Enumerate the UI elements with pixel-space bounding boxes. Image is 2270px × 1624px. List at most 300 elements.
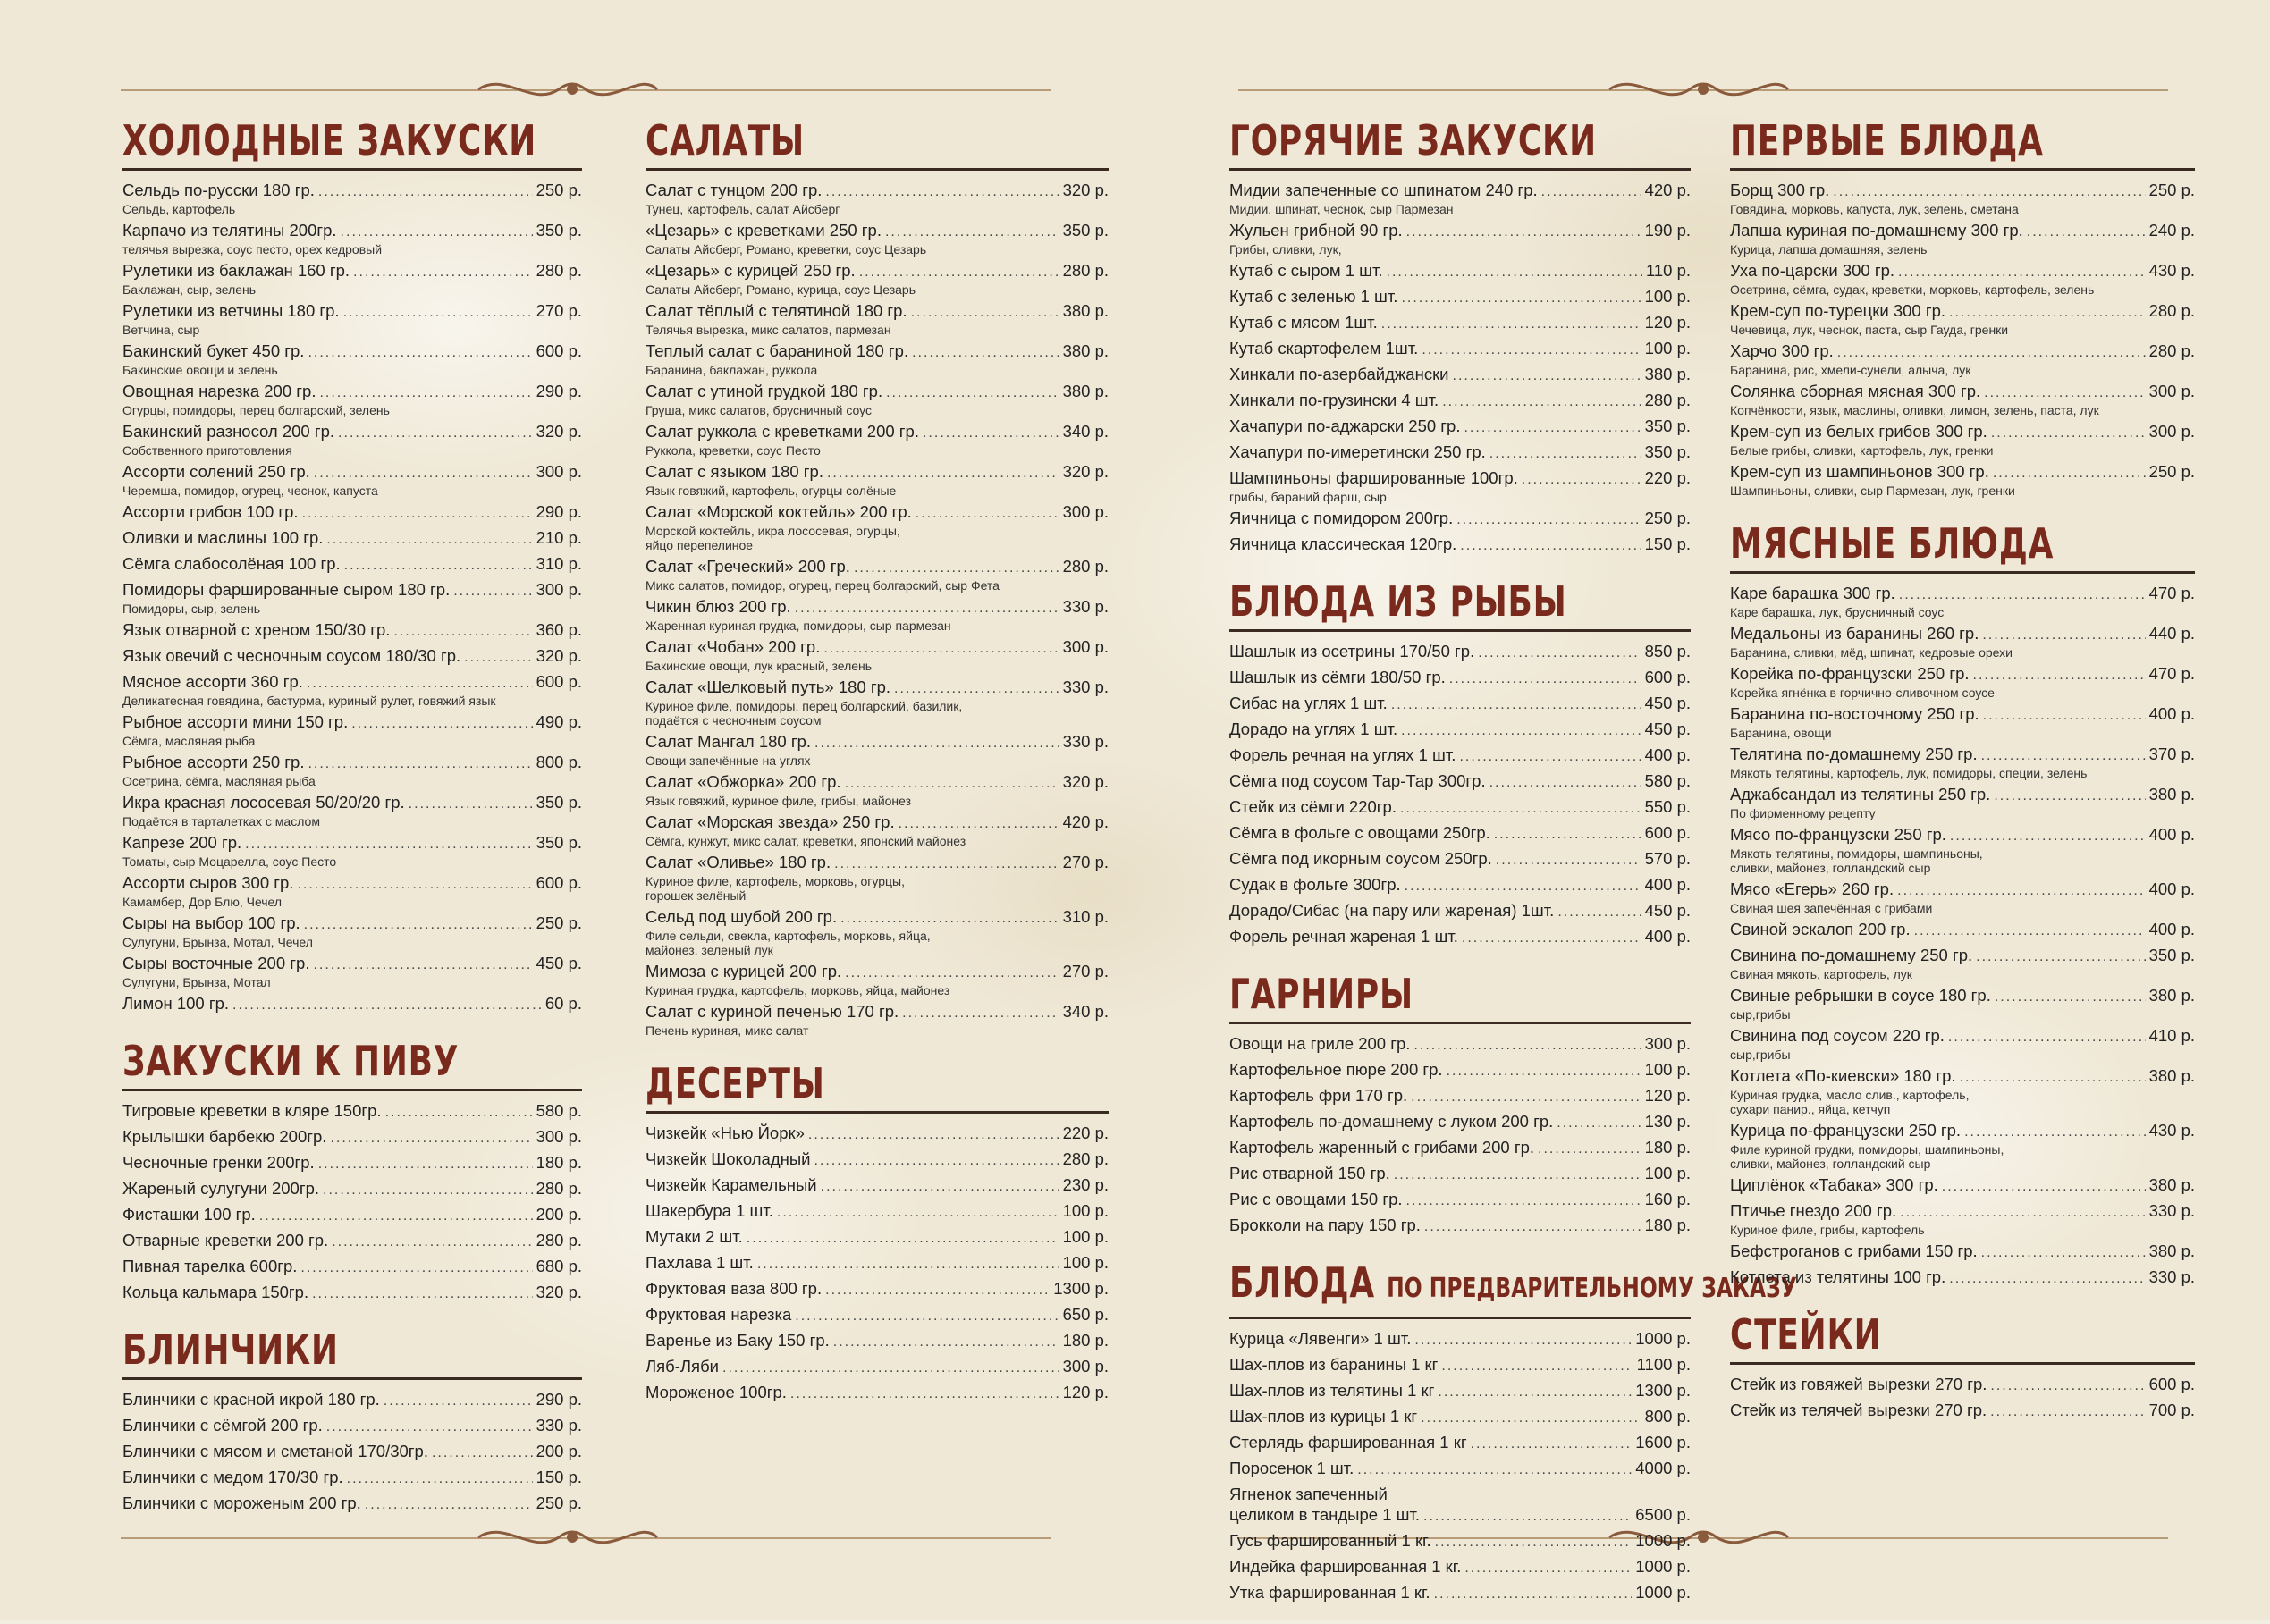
menu-item-row [1229, 1059, 1691, 1081]
menu-item-description: Тунец, картофель, салат Айсберг [646, 202, 840, 216]
menu-item-name: Стейк из говяжей вырезки 270 гр. [1730, 1375, 1987, 1393]
menu-item [1229, 220, 1691, 257]
menu-item-price: 600 р. [536, 873, 582, 892]
menu-item-description: Филе куриной грудки, помидоры, шампиньоны, сливки, майонез, голландский сыр [1730, 1142, 2004, 1171]
menu-item-row [1229, 641, 1691, 663]
dot-leader [1982, 625, 2145, 645]
dot-leader [1424, 1216, 1641, 1237]
menu-item-price: 380 р. [2148, 785, 2195, 804]
menu-item [1229, 745, 1691, 767]
menu-item-name: Сёмга под икорным соусом 250гр. [1229, 849, 1492, 868]
menu-item-row [646, 501, 1109, 524]
menu-item-description: Томаты, сыр Моцарелла, соус Песто [122, 854, 337, 869]
dot-leader [899, 813, 1059, 834]
menu-item-price: 120 р. [1644, 313, 1691, 332]
dot-leader [1422, 340, 1641, 360]
dot-leader [894, 678, 1059, 699]
dot-leader [795, 1306, 1059, 1326]
menu-item [1229, 1137, 1691, 1159]
menu-item-price: 800 р. [536, 753, 582, 771]
menu-item-name: Шах-плов из курицы 1 кг [1229, 1407, 1418, 1426]
menu-item [1730, 260, 2195, 297]
menu-item-row [1730, 1174, 2195, 1197]
dot-leader [1423, 1506, 1632, 1527]
section-title-text: СТЕЙКИ [1730, 1310, 1882, 1359]
menu-item-price: 400 р. [1644, 927, 1691, 946]
menu-item-description: Куриная грудка, масло слив., картофель, сухари панир., яйца, кетчуп [1730, 1088, 1970, 1116]
menu-item-price: 120 р. [1644, 1086, 1691, 1105]
menu-item-description: Жаренная куриная грудка, помидоры, сыр пармезан [646, 618, 951, 633]
menu-item-row [1229, 667, 1691, 689]
menu-item-description: Чечевица, лук, чеснок, паста, сыр Гауда, гренки [1730, 323, 2009, 337]
menu-item-name: Фисташки 100 гр. [122, 1205, 256, 1224]
menu-item-row [1229, 1556, 1691, 1578]
menu-item-name: Картофель фри 170 гр. [1229, 1086, 1408, 1105]
menu-item-price: 320 р. [536, 646, 582, 665]
menu-item-price: 120 р. [1062, 1383, 1109, 1401]
menu-item-name: Мимоза с курицей 200 гр. [646, 962, 842, 980]
menu-item [122, 1282, 582, 1304]
menu-item-name: Курица «Лявенги» 1 шт. [1229, 1329, 1412, 1348]
menu-item-row [1730, 381, 2195, 403]
menu-item [646, 906, 1109, 957]
menu-item-price: 180 р. [536, 1153, 582, 1172]
menu-item [122, 553, 582, 576]
menu-item-name: Кутаб скартофелем 1шт. [1229, 339, 1419, 358]
menu-item [1730, 703, 2195, 740]
menu-item [1730, 1174, 2195, 1197]
menu-item-name: Рис отварной 150 гр. [1229, 1164, 1390, 1182]
menu-item-price: 160 р. [1644, 1190, 1691, 1208]
menu-item-price: 300 р. [536, 1127, 582, 1146]
menu-item-name: Салат «Чобан» 200 гр. [646, 637, 821, 656]
menu-item [646, 421, 1109, 458]
menu-item-price: 380 р. [2148, 1066, 2195, 1085]
dot-leader [330, 1128, 532, 1149]
menu-item-price: 400 р. [2148, 920, 2195, 938]
menu-item [1229, 260, 1691, 282]
menu-item-price: 220 р. [1062, 1123, 1109, 1142]
menu-item-name: Стерлядь фаршированная 1 кг [1229, 1433, 1467, 1452]
menu-item-price: 280 р. [2148, 341, 2195, 360]
menu-item-description: Сулугуни, Брынза, Мотал, Чечел [122, 935, 313, 949]
menu-item-name: Форель речная жареная 1 шт. [1229, 927, 1458, 946]
menu-item-row [122, 832, 582, 854]
menu-item-row [646, 1123, 1109, 1145]
dot-leader [1401, 288, 1641, 308]
menu-item [1229, 467, 1691, 504]
menu-item-row [1730, 703, 2195, 726]
menu-item-row [1730, 260, 2195, 282]
menu-item-price: 650 р. [1062, 1305, 1109, 1324]
dot-leader [432, 1443, 533, 1463]
menu-item-row [1229, 1033, 1691, 1056]
menu-item-description: Подаётся в тарталетках с маслом [122, 814, 320, 829]
menu-item-row [1229, 1163, 1691, 1185]
dot-leader [1434, 1584, 1633, 1604]
menu-item [122, 1493, 582, 1515]
menu-item-name: Чизкейк Карамельный [646, 1175, 817, 1194]
dot-leader [885, 222, 1059, 242]
dot-leader [1441, 1356, 1633, 1376]
menu-item-row [646, 381, 1109, 403]
menu-item-row [122, 752, 582, 774]
dot-leader [326, 1417, 533, 1437]
menu-item-name: Жареный сулугуни 200гр. [122, 1179, 320, 1198]
menu-item [1229, 1556, 1691, 1578]
menu-item [1229, 1582, 1691, 1604]
section-rule [122, 1377, 582, 1380]
menu-item-name: Карпачо из телятины 200гр. [122, 221, 337, 240]
menu-item-description: Куриное филе, картофель, морковь, огурцы, горошек зелёный [646, 874, 905, 903]
menu-item-description: Собственного приготовления [122, 443, 292, 458]
menu-item-price: 300 р. [536, 462, 582, 481]
section-rule [122, 168, 582, 171]
menu-item-description: Баранина, баклажан, руккола [646, 363, 818, 377]
dot-leader [1949, 1268, 2145, 1289]
menu-item-name: Блинчики с красной икрой 180 гр. [122, 1390, 380, 1409]
menu-item-price: 230 р. [1062, 1175, 1109, 1194]
menu-item-name: Салат «Морская звезда» 250 гр. [646, 812, 895, 831]
menu-item-row [122, 619, 582, 642]
dot-leader [1981, 1242, 2146, 1263]
dot-leader [1900, 1202, 2145, 1223]
menu-item-row [1730, 1400, 2195, 1422]
menu-item-name: Салат с утиной грудкой 180 гр. [646, 382, 883, 400]
menu-item [122, 1256, 582, 1278]
menu-item-name: Солянка сборная мясная 300 гр. [1730, 382, 1981, 400]
dot-leader [343, 302, 533, 323]
menu-item-price: 450 р. [536, 954, 582, 972]
menu-column-2 [646, 114, 1109, 1424]
menu-item-price: 320 р. [1062, 462, 1109, 481]
menu-item-price: 400 р. [2148, 825, 2195, 844]
section-rule [1730, 168, 2195, 171]
menu-item-row [646, 180, 1109, 202]
menu-item [1730, 919, 2195, 941]
menu-item [1229, 180, 1691, 216]
menu-item-name: Сибас на углях 1 шт. [1229, 694, 1388, 712]
section-title [1229, 1257, 1797, 1315]
menu-item-price: 330 р. [1062, 677, 1109, 696]
menu-item-row [122, 300, 582, 323]
menu-item-name: Кутаб с мясом 1шт. [1229, 313, 1378, 332]
dot-leader [1983, 705, 2146, 726]
menu-section [1730, 1308, 2195, 1422]
menu-item-price: 440 р. [2148, 624, 2195, 643]
dot-leader [1995, 987, 2146, 1007]
menu-item-description: Сёмга, масляная рыба [122, 734, 256, 748]
dot-leader [814, 1150, 1059, 1171]
section-title [1730, 517, 2093, 569]
menu-item-description: Мякоть телятины, картофель, лук, помидоры, специи, зелень [1730, 766, 2088, 780]
menu-item-row [1229, 260, 1691, 282]
menu-item-description: телячья вырезка, соус песто, орех кедровый [122, 242, 383, 257]
menu-item-row [1229, 508, 1691, 530]
menu-item-row [1229, 390, 1691, 412]
menu-item-row [646, 906, 1109, 929]
menu-item-row [122, 1126, 582, 1149]
menu-item-description: Говядина, морковь, капуста, лук, зелень, сметана [1730, 202, 2019, 216]
menu-item-price: 380 р. [1062, 382, 1109, 400]
menu-item-name: Баранина по-восточному 250 гр. [1730, 704, 1979, 723]
menu-item-description: Груша, микс салатов, брусничный соус [646, 403, 872, 417]
dot-leader [1833, 181, 2145, 202]
menu-item-price: 1300 р. [1635, 1381, 1691, 1400]
menu-item-price: 320 р. [536, 1283, 582, 1301]
menu-item-row [122, 381, 582, 403]
dot-leader [347, 1468, 533, 1489]
menu-item-name: Сельдь по-русски 180 гр. [122, 181, 315, 199]
menu-item-row [1229, 1530, 1691, 1552]
menu-item-row [1730, 1120, 2195, 1142]
menu-item [646, 1200, 1109, 1223]
menu-item-name: Оливки и маслины 100 гр. [122, 528, 324, 547]
menu-item-row [1229, 1582, 1691, 1604]
dot-leader [1391, 694, 1641, 715]
section-title [1730, 1308, 2093, 1360]
menu-item-description: Корейка ягнёнка в горчично-сливочном соусе [1730, 686, 1995, 700]
menu-item [1229, 1059, 1691, 1081]
menu-item-price: 1000 р. [1635, 1531, 1691, 1550]
dot-leader [825, 181, 1059, 202]
menu-item-description: По фирменному рецепту [1730, 806, 1876, 820]
menu-item-name: Свиные ребрышки в соусе 180 гр. [1730, 986, 1991, 1005]
dot-leader [1960, 1067, 2146, 1088]
menu-item-name: Хачапури по-имеретински 250 гр. [1229, 442, 1486, 461]
menu-item-name: Свинина по-домашнему 250 гр. [1730, 946, 1973, 964]
menu-item-price: 600 р. [2148, 1375, 2195, 1393]
menu-item-name: Варенье из Баку 150 гр. [646, 1331, 830, 1350]
menu-item-name: Салат с куриной печенью 170 гр. [646, 1002, 899, 1021]
menu-item-row [1730, 1025, 2195, 1048]
menu-item [122, 1389, 582, 1411]
menu-item-name: Икра красная лососевая 50/20/20 гр. [122, 793, 405, 812]
menu-item [1229, 1354, 1691, 1376]
menu-item-row [646, 1174, 1109, 1197]
menu-item-price: 380 р. [1062, 341, 1109, 360]
section-title-text: ГОРЯЧИЕ ЗАКУСКИ [1229, 116, 1597, 164]
menu-item-row [122, 501, 582, 524]
menu-section [1730, 517, 2195, 1289]
menu-item-row [122, 1415, 582, 1437]
menu-item-price: 1000 р. [1635, 1583, 1691, 1602]
menu-item-name: Капрезе 200 гр. [122, 833, 242, 852]
dot-leader [1405, 876, 1641, 896]
menu-item-name: Хинкали по-грузински 4 шт. [1229, 391, 1439, 409]
menu-item-row [1229, 1458, 1691, 1480]
menu-item-name: Салат Мангал 180 гр. [646, 732, 812, 751]
menu-item-price: 250 р. [536, 1494, 582, 1512]
menu-item-row [122, 792, 582, 814]
menu-item-name: Шашлык из сёмги 180/50 гр. [1229, 668, 1446, 686]
menu-item-price: 320 р. [1062, 181, 1109, 199]
menu-item-name: Отварные креветки 200 гр. [122, 1231, 329, 1250]
menu-item-row [122, 579, 582, 602]
menu-item-row [1730, 985, 2195, 1007]
menu-item-price: 310 р. [536, 554, 582, 573]
menu-item-row [1229, 467, 1691, 490]
dot-leader [886, 383, 1059, 403]
menu-item [1229, 848, 1691, 871]
dot-leader [833, 1332, 1059, 1352]
menu-item [646, 1149, 1109, 1171]
menu-item-description: Помидоры, сыр, зелень [122, 602, 261, 616]
section-rule [1730, 1362, 2195, 1365]
menu-item-row [1730, 744, 2195, 766]
menu-item-price: 320 р. [536, 422, 582, 441]
menu-item-price: 400 р. [1644, 745, 1691, 764]
menu-item-name: Салат «Греческий» 200 гр. [646, 557, 850, 576]
menu-item [1229, 1432, 1691, 1454]
menu-item-name: Бефстроганов с грибами 150 гр. [1730, 1241, 1978, 1260]
dot-leader [344, 555, 533, 576]
menu-item-name: Поросенок 1 шт. [1229, 1459, 1354, 1477]
dot-leader [1464, 1558, 1632, 1578]
menu-item-row [646, 1382, 1109, 1404]
dot-leader [245, 834, 532, 854]
menu-item-name: Рулетики из ветчины 180 гр. [122, 301, 340, 320]
dot-leader [319, 383, 532, 403]
menu-item-row [646, 771, 1109, 794]
dot-leader [821, 1176, 1059, 1197]
menu-item-row [1730, 461, 2195, 484]
dot-leader [911, 302, 1059, 323]
dot-leader [308, 753, 532, 774]
menu-item [122, 872, 582, 909]
menu-item-name: Курица по-французски 250 гр. [1730, 1121, 1962, 1140]
menu-item-price: 220 р. [1644, 468, 1691, 487]
menu-item-row [1229, 534, 1691, 556]
menu-item-description: Курица, лапша домашняя, зелень [1730, 242, 1928, 257]
menu-item-row [646, 300, 1109, 323]
section-title [122, 114, 537, 166]
menu-item [122, 461, 582, 498]
menu-section [1229, 1257, 1797, 1604]
menu-item-name: Язык отварной с хреном 150/30 гр. [122, 620, 391, 639]
menu-item-name: Индейка фаршированная 1 кг. [1229, 1557, 1462, 1576]
menu-item-description: Телячья вырезка, микс салатов, пармезан [646, 323, 891, 337]
menu-item-price: 290 р. [536, 502, 582, 521]
menu-item-name: Пахлава 1 шт. [646, 1253, 754, 1272]
section-rule [646, 168, 1109, 171]
menu-item-row [1730, 220, 2195, 242]
menu-item-price: 280 р. [1062, 261, 1109, 280]
menu-item-name: Салат «Морской коктейль» 200 гр. [646, 502, 912, 521]
menu-item-row [1229, 1328, 1691, 1351]
menu-item-price: 430 р. [2148, 261, 2195, 280]
menu-item-row [646, 852, 1109, 874]
menu-item [646, 1356, 1109, 1378]
dot-leader [795, 598, 1059, 618]
menu-item-row [1730, 1266, 2195, 1289]
menu-item-row [1730, 421, 2195, 443]
menu-item [1229, 390, 1691, 412]
menu-item-name: Брокколи на пару 150 гр. [1229, 1216, 1421, 1234]
menu-item-row [1730, 1241, 2195, 1263]
menu-item-price: 100 р. [1644, 339, 1691, 358]
section-title [122, 1035, 481, 1087]
menu-item [1730, 1120, 2195, 1171]
menu-item-row [1229, 1354, 1691, 1376]
menu-item-price: 4000 р. [1635, 1459, 1691, 1477]
dot-leader [1456, 509, 1641, 530]
menu-item [122, 421, 582, 458]
menu-item-description: Овощи запечённые на углях [646, 753, 811, 768]
menu-item [646, 812, 1109, 848]
menu-item-price: 800 р. [1644, 1407, 1691, 1426]
menu-item-price: 350 р. [1062, 221, 1109, 240]
menu-item-description: Белые грибы, сливки, картофель, лук, гренки [1730, 443, 1994, 458]
menu-item [646, 461, 1109, 498]
menu-item-price: 110 р. [1645, 261, 1691, 280]
menu-item [1730, 623, 2195, 660]
menu-item-row [1229, 1380, 1691, 1402]
dot-leader [353, 262, 533, 282]
dot-leader [823, 638, 1059, 659]
menu-item [646, 180, 1109, 216]
menu-item [122, 792, 582, 829]
menu-item [1730, 1200, 2195, 1237]
menu-item-description: Свиная шея запечённая с грибами [1730, 901, 1933, 915]
dot-leader [384, 1391, 533, 1411]
section-title-text: ХОЛОДНЫЕ ЗАКУСКИ [122, 116, 537, 164]
menu-item-row [122, 1100, 582, 1123]
menu-item-description: Бакинские овощи и зелень [122, 363, 278, 377]
menu-item [646, 1226, 1109, 1249]
menu-item-price: 570 р. [1644, 849, 1691, 868]
menu-item-price: 350 р. [2148, 946, 2195, 964]
menu-item [646, 596, 1109, 633]
menu-item-price: 300 р. [1062, 637, 1109, 656]
menu-item-name: «Цезарь» с креветками 250 гр. [646, 221, 882, 240]
menu-item-row [646, 1356, 1109, 1378]
menu-item-description: Баранина, рис, хмели-сунели, алыча, лук [1730, 363, 1971, 377]
dot-leader [1522, 469, 1641, 490]
menu-item-description: Куриное филе, помидоры, перец болгарский, базилик, подаётся с чесночным соусом [646, 699, 963, 728]
menu-item [1730, 180, 2195, 216]
menu-item-price: 1000 р. [1635, 1329, 1691, 1348]
menu-item-row [122, 260, 582, 282]
menu-item-price: 280 р. [536, 261, 582, 280]
menu-item-row [122, 1178, 582, 1200]
menu-item [1730, 1400, 2195, 1422]
menu-item-price: 330 р. [2148, 1267, 2195, 1286]
section-rule [1730, 571, 2195, 574]
menu-item-name: Борщ 300 гр. [1730, 181, 1830, 199]
menu-item-description: Морской коктейль, икра лососевая, огурцы, яйцо перепелиное [646, 524, 900, 552]
menu-item-price: 250 р. [2148, 181, 2195, 199]
menu-item-name: Рулетики из баклажан 160 гр. [122, 261, 350, 280]
menu-item-price: 380 р. [1062, 301, 1109, 320]
menu-item-name: Язык овечий с чесночным соусом 180/30 гр. [122, 646, 461, 665]
dot-leader [1394, 1165, 1641, 1185]
menu-item-row [1730, 879, 2195, 901]
dot-leader [1453, 366, 1641, 386]
menu-item-description: Печень куриная, микс салат [646, 1023, 809, 1038]
dot-leader [1837, 342, 2146, 363]
section-title [646, 1057, 1007, 1109]
menu-item [1229, 667, 1691, 689]
menu-item-name: Аджабсандал из телятины 250 гр. [1730, 785, 1991, 804]
menu-item-price: 450 р. [1644, 901, 1691, 920]
menu-item-name: Птичье гнездо 200 гр. [1730, 1201, 1897, 1220]
menu-item-price: 600 р. [536, 341, 582, 360]
menu-item-name: «Цезарь» с курицей 250 гр. [646, 261, 856, 280]
dot-leader [1357, 1460, 1632, 1480]
dot-leader [1447, 1061, 1641, 1081]
menu-column-1 [122, 114, 582, 1535]
